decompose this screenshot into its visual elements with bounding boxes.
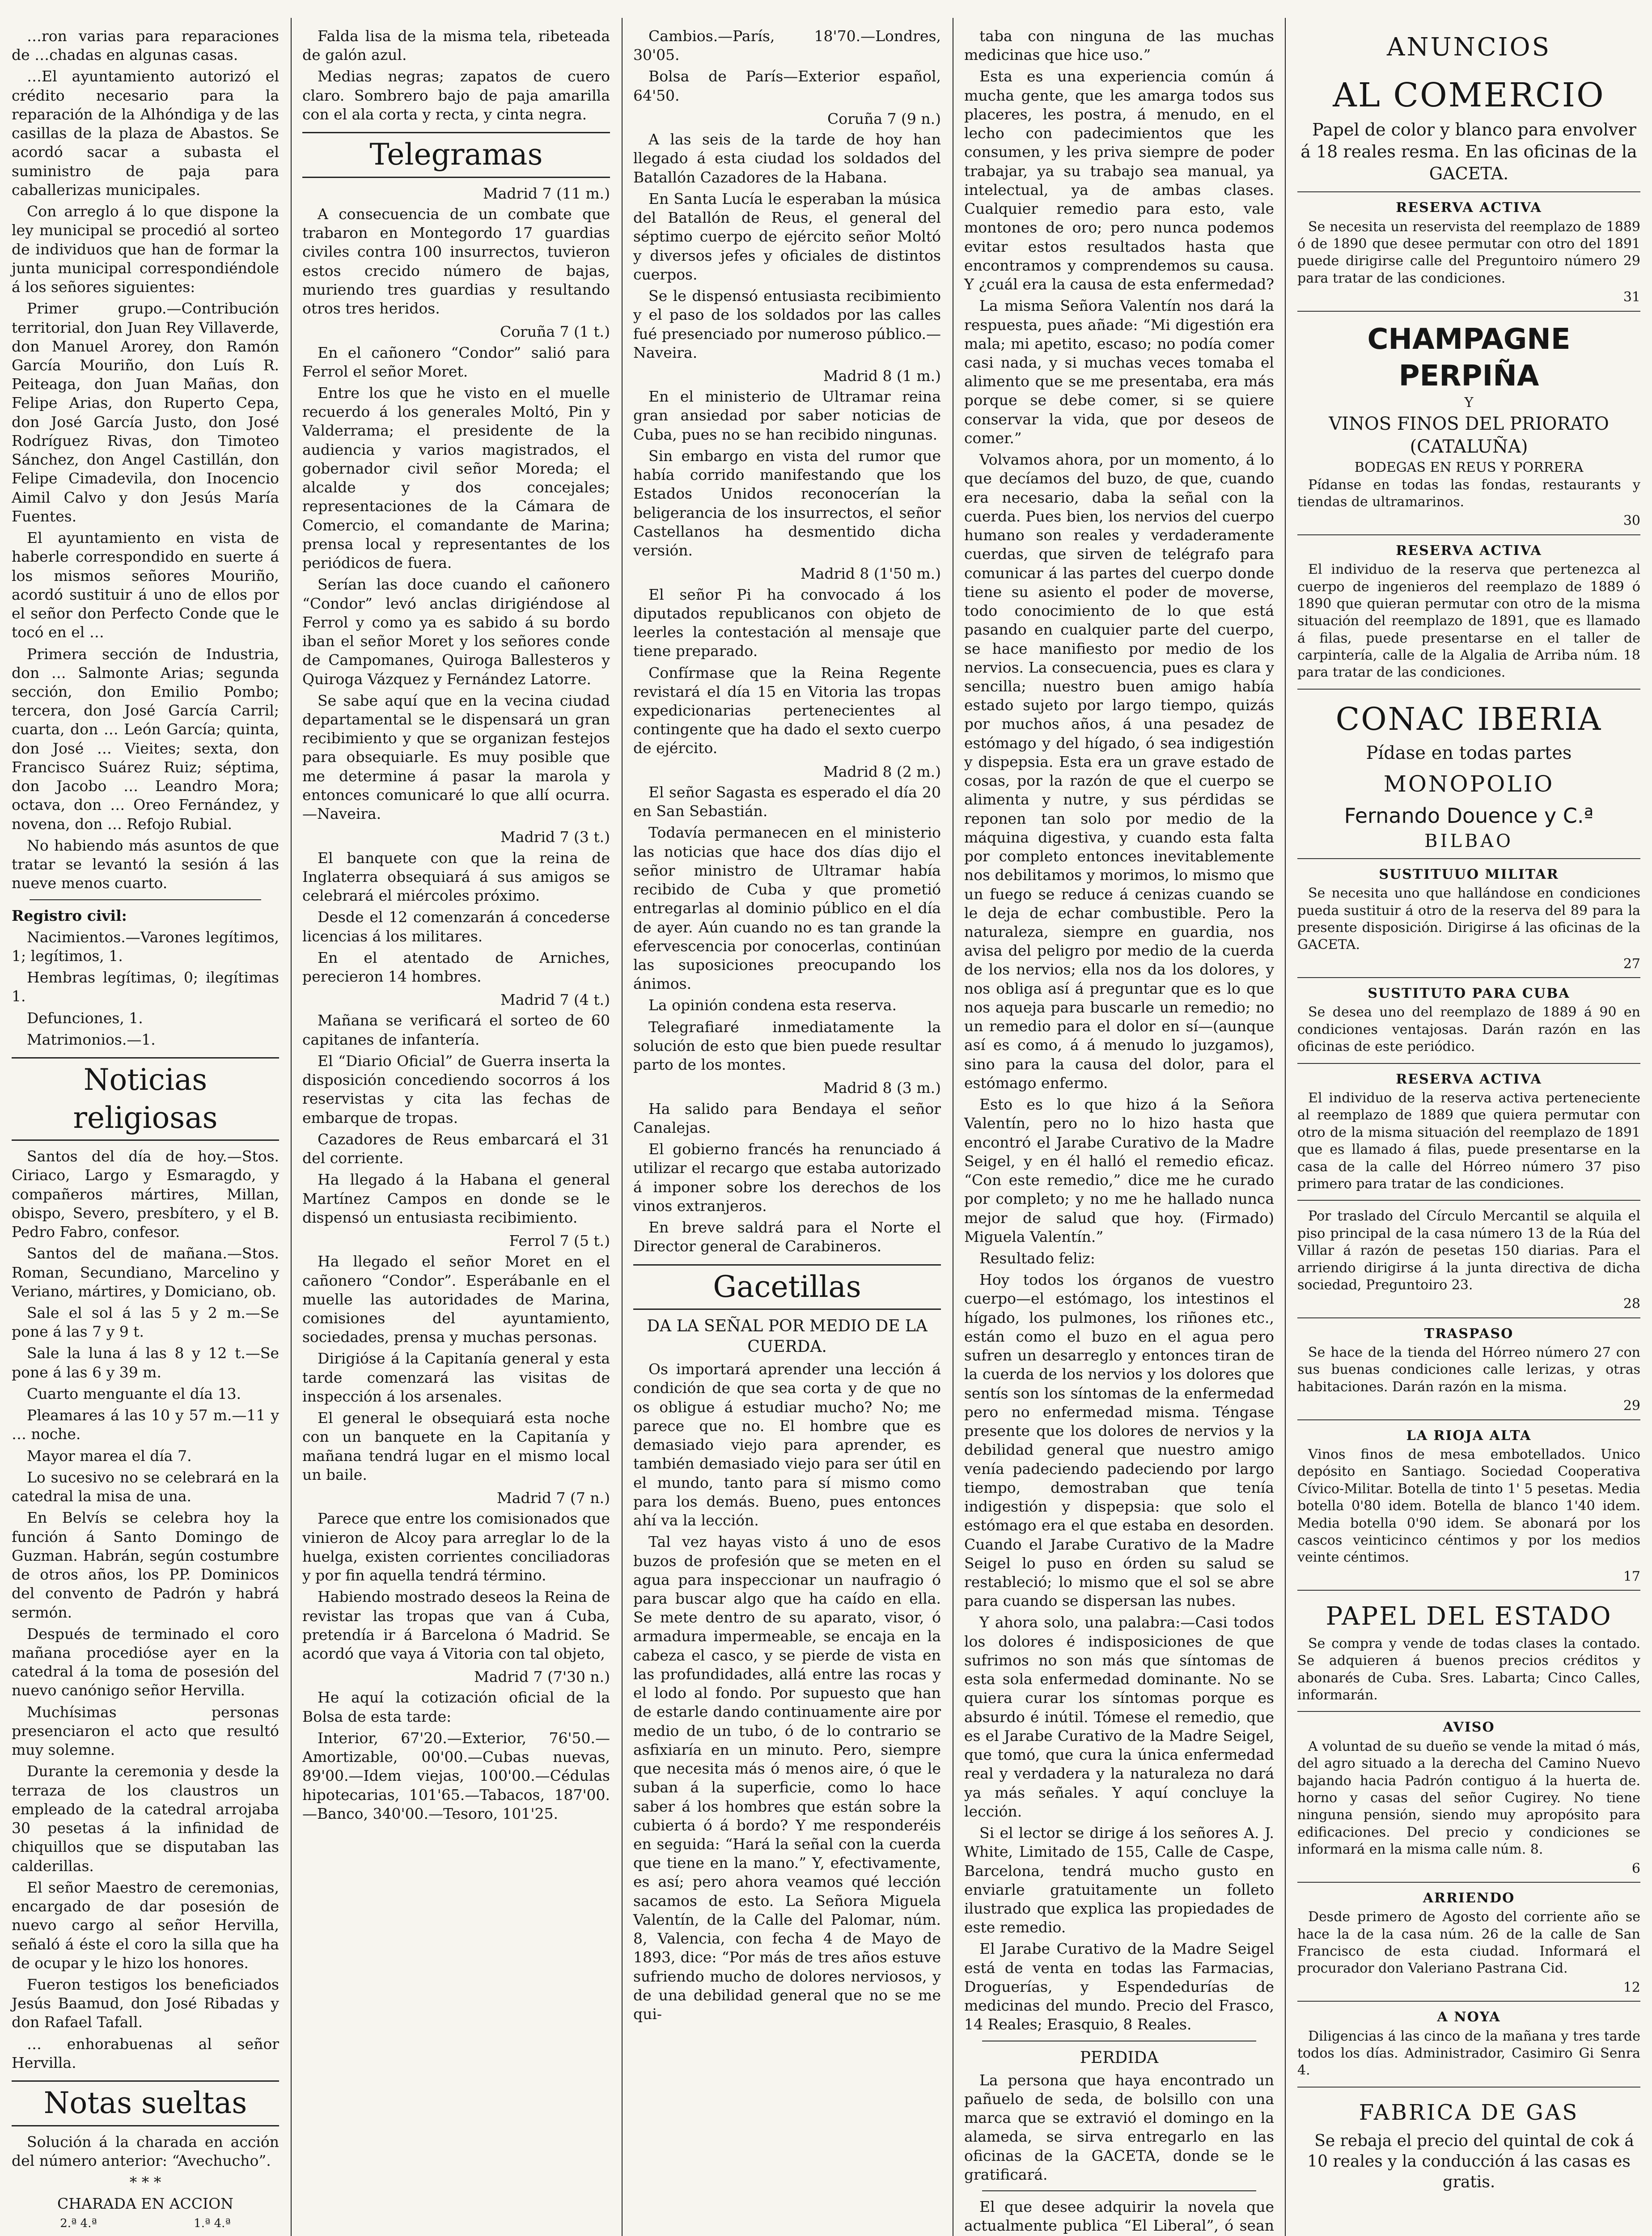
- telegram-dateline: Madrid 7 (4 t.): [500, 991, 610, 1009]
- conac-monopolio: MONOPOLIO: [1383, 771, 1555, 797]
- telegram-dateline: Madrid 8 (1'50 m.): [800, 565, 941, 583]
- ad-title: RESERVA ACTIVA: [1396, 200, 1542, 216]
- paragraph: El señor Pi ha convocado á los diputados republicanos con objeto de leerles la contestación al mensaje que tiene preparado.: [633, 585, 941, 660]
- paragraph: La opinión condena esta reserva.: [648, 996, 897, 1014]
- paragraph: Entre los que he visto en el muelle recuerdo á los generales Moltó, Pin y Valderrama; el presidente de la audiencia y varios magistrados, el gobernador civil señor Moreda; el alcalde y dos concejales; representaciones de la Cámara de Comercio, el comandante de Marina; prensa local y representantes de los periódicos de fuera.: [302, 384, 610, 572]
- ad-title: TRASPASO: [1424, 1326, 1514, 1342]
- paragraph: Pleamares á las 10 y 57 m.—11 y … noche.: [12, 1406, 279, 1443]
- ad-text: Diligencias á las cinco de la mañana y tres tarde todos los días. Administrador, Casimiro Gi Senra 4.: [1297, 2028, 1640, 2079]
- charada-label: 1.ª 4.ª: [194, 2216, 231, 2230]
- ad-number: 6: [1631, 1860, 1640, 1876]
- paragraph: No habiendo más asuntos de que tratar se levantó la sesión á las nueve menos cuarto.: [12, 836, 279, 892]
- ad-text: Desde primero de Agosto del corriente año se hace la de la casa núm. 26 de la calle de San Francisco de esta ciudad. Informará el procurador don Valeriano Pastrana Cid.: [1297, 1909, 1640, 1977]
- paragraph: Ha llegado el señor Moret en el cañonero “Condor”. Esperábanle en el muelle las autoridades de Marina, comisiones del ayuntamiento, sociedades, prensa y muchas personas.: [302, 1253, 610, 1346]
- paragraph: Desde el 12 comenzarán á concederse licencias á los militares.: [302, 908, 610, 945]
- paragraph: Serían las doce cuando el cañonero “Condor” levó anclas dirigiéndose al Ferrol y como ya es sabido á su bordo iban el señor Moret y los señores conde de Campomanes, Quiroga Ballesteros y Quiroga Vázquez y Fernández Latorre.: [302, 576, 610, 688]
- ad-comercio-title: AL COMERCIO: [1333, 76, 1605, 114]
- champagne-subtitle: VINOS FINOS DEL PRIORATO (CATALUÑA): [1329, 413, 1609, 457]
- column-2: [291, 27, 622, 2236]
- paragraph: Resultado feliz:: [979, 1249, 1095, 1267]
- paragraph: Muchísimas personas presenciaron el acto que resultó muy solemne.: [12, 1703, 279, 1759]
- paragraph: …El ayuntamiento autorizó el crédito necesario para la reparación de la Alhóndiga y de las casillas de la plaza de Abastos. Se acordó sacar a subasta el suministro de paja para caballerizas municipales.: [12, 68, 279, 199]
- ad-text: Pídanse en todas las fondas, restaurants y tiendas de ultramarinos.: [1297, 477, 1640, 510]
- paragraph: La misma Señora Valentín nos dará la respuesta, pues añade: “Mi digestión era mala; mi apetito, escaso; no podía comer casi nada, y si muchas veces tomaba el alimento que se me presentaba, era más porque se debe comer, si se quiere conservar la vida, que por deseos de comer.”: [964, 297, 1274, 447]
- paragraph: El señor Maestro de ceremonias, encargado de dar posesión de nuevo cargo al señor Hervilla, señaló á éste el coro la silla que ha de ocupar y le hizo los honores.: [12, 1878, 279, 1972]
- paragraph: El banquete con que la reina de Inglaterra obsequiará á sus amigos se celebrará el miércoles próximo.: [302, 849, 610, 905]
- ad-text: Se hace de la tienda del Hórreo número 27 con sus buenas condiciones calle lerizas, y otras habitaciones. Darán razón en la misma.: [1297, 1345, 1640, 1395]
- paragraph: Ha salido para Bendaya el señor Canalejas.: [633, 1100, 941, 1136]
- telegram-dateline: Madrid 8 (2 m.): [823, 762, 941, 780]
- ad-title: A NOYA: [1437, 2009, 1501, 2025]
- perdida-title: PERDIDA: [1080, 2048, 1159, 2067]
- telegram-dateline: Ferrol 7 (5 t.): [509, 1232, 610, 1250]
- paragraph: Dirigióse á la Capitanía general y esta tarde comenzará las visitas de inspección á los arsenales.: [302, 1350, 610, 1405]
- paragraph: Habiendo mostrado deseos la Reina de revistar las tropas que van á Cuba, pretendía ir á Barcelona ó Madrid. Se acordó que vaya á Vitoria con tal objeto,: [302, 1588, 610, 1662]
- paragraph: El señor Sagasta es esperado el día 20 en San Sebastián.: [633, 783, 941, 820]
- classified-ad: [1297, 863, 1640, 978]
- ad-text: Se compra y vende de todas clases la contado. Se adquieren á buenos precios créditos y abonarés de Cuba. Sres. Labarta; Cinco Calles, informarán.: [1297, 1635, 1640, 1703]
- conac-city: BILBAO: [1424, 830, 1513, 851]
- paragraph: Telegrafiaré inmediatamente la solución de esto que bien puede resultar parto de los montes.: [633, 1018, 941, 1074]
- gacetilla-heading: DA LA SEÑAL POR MEDIO DE LA CUERDA.: [647, 1317, 928, 1356]
- ad-list: [1297, 1715, 1640, 2087]
- column-1: [0, 27, 291, 2236]
- ad-number: 12: [1623, 1979, 1640, 1995]
- paragraph: Todavía permanecen en el ministerio las noticias que hace dos días dijo el señor ministro de Ultramar había recibido de Cuba y que prometió entregarlas al dominio público en el día de ayer. Aún cuando no es tan grande la efervescencia por conocerlas, continúan las suposiciones preocupando los ánimos.: [633, 824, 941, 993]
- paragraph: Cazadores de Reus embarcará el 31 del corriente.: [302, 1130, 610, 1167]
- conac-title: CONAC IBERIA: [1335, 700, 1602, 737]
- ad-champagne: [1297, 315, 1640, 535]
- ad-title: AVISO: [1443, 1719, 1495, 1736]
- paragraph: Primera sección de Industria, don … Salmonte Arias; segunda sección, don Emilio Pombo; tercera, don José García Carril; cuarta, don … León García; quinta, don José … Vieites; sexta, don Francisco Suárez Ruiz; séptima, don Jacobo … Leandro Mora; octava, don … Oreo Fernández, y novena, don … Refojo Rubial.: [12, 645, 279, 833]
- paragraph: A consecuencia de un combate que trabaron en Montegordo 17 guardias civiles contra 100 insurrectos, tuvieron estos crecido número de bajas, muriendo tres guardias y resultando otros tres heridos.: [302, 205, 610, 318]
- paragraph: Sin embargo en vista del rumor que había corrido manifestando que los Estados Unidos reconocerían la beligerancia de los insurrectos, el señor Castellanos ha desmentido dicha versión.: [633, 447, 941, 559]
- classified-ad: [1297, 1322, 1640, 1420]
- classified-ad: [1297, 982, 1640, 1064]
- paragraph: Interior, 67'20.—Exterior, 76'50.—Amortizable, 00'00.—Cubas nuevas, 89'00.—Idem viejas, 100'00.—Cédulas hipotecarias, 101'65.—Tabacos, 187'00.—Banco, 340'00.—Tesoro, 101'25.: [302, 1729, 610, 1822]
- paragraph: Solución á la charada en acción del número anterior: “Avechucho”.: [12, 2133, 279, 2169]
- paragraph: Primer grupo.—Contribución territorial, don Juan Rey Villaverde, don Manuel Arorey, don Ramón García Mouriño, don Luís R. Peiteaga, don Juan Mañas, don Felipe Arias, don Ruperto Cepa, don José García Justo, don José Rodríguez Rivas, don Timoteo Sánchez, don Angel Castillán, don Felipe Cimadevila, don Inocencio Aimil Calvo y don Jesús María Fuentes.: [12, 300, 279, 525]
- municipal-report: [12, 27, 279, 893]
- section-title-sueltas: Notas sueltas: [12, 2080, 279, 2126]
- paragraph: Después de terminado el coro mañana procedióse ayer en la catedral á la toma de posesión del nuevo canónigo señor Hervilla.: [12, 1625, 279, 1699]
- ad-number: 27: [1623, 956, 1640, 972]
- charada-labels: [12, 2216, 279, 2231]
- ad-number: 17: [1623, 1568, 1640, 1584]
- ad-title: SUSTITUUO MILITAR: [1379, 866, 1559, 882]
- paragraph: Lo sucesivo no se celebrará en la catedral la misa de una.: [12, 1468, 279, 1505]
- paragraph: Durante la ceremonia y desde la terraza de los claustros un empleado de la catedral arrojaba 30 pesetas á la infinidad de chiquillos que se disputaban las calderillas.: [12, 1762, 279, 1875]
- ad-comercio-text: Papel de color y blanco para envolver á 18 reales resma. En las oficinas de la GACETA.: [1300, 120, 1637, 183]
- ad-number: 29: [1623, 1398, 1640, 1414]
- paragraph: Bolsa de París—Exterior español, 64'50.: [633, 68, 941, 104]
- classified-ad: [1297, 1204, 1640, 1318]
- paragraph: …ron varias para reparaciones de …chadas en algunas casas.: [12, 27, 279, 64]
- paragraph: En el ministerio de Ultramar reina gran ansiedad por saber noticias de Cuba, pues no se han recibido ningunas.: [633, 388, 941, 443]
- telegram-dateline: Madrid 7 (11 m.): [483, 184, 610, 202]
- paragraph: Se sabe aquí que en la vecina ciudad departamental se le dispensará un gran recibimiento y que se organizan festejos para obsequiarle. Es muy posible que me determine á pasar la marola y entonces comunicaré lo que allí ocurra.—Naveira.: [302, 691, 610, 823]
- paragraph: Confírmase que la Reina Regente revistará el día 15 en Vitoria las tropas expedicionarias pertenecientes al contingente que ha dado el sexto cuerpo de ejército.: [633, 664, 941, 757]
- ad-reserva-2: [1297, 539, 1640, 690]
- paragraph: Sale el sol á las 5 y 2 m.—Se pone á las 7 y 9 t.: [12, 1304, 279, 1341]
- paragraph: Volvamos ahora, por un momento, á lo que decíamos del buzo, de que, cuando era necesario, daba la señal con la cuerda. Pues bien, los nervios del cuerpo humano son reales y verdaderamente cuerdas, que sirven de telégrafo para comunicar á las partes del cuerpo donde tiene su asiento el poder de moverse, todo conocimiento de lo que está pasando en cualquier parte del cuerpo, se hace manifiesto por medio de los nervios. La consecuencia, pues es clara y sencilla; nuestro buen amigo había estado sujeto por largo tiempo, quizás por muchos años, á una pesadez de estómago y del hígado, ó sea indigestión y dispepsia. Esta era un grave estado de cosas, por la razón de que el cuerpo se alimenta y nutre, y sus pérdidas se reponen tan solo por medio de la máquina digestiva, y cuando esta falta por completo entonces inevitablemente nos debilitamos y morimos, lo mismo que un fuego se reduce á cenizas cuando se le deja de echar combustible. Pero la naturaleza, siempre en guardia, nos avisa del peligro por medio de la cuerda de los nervios; ella nos da los dolores, y nos obliga así á preguntar que es lo que nos aqueja para buscarle un remedio; no un remedio para el dolor en sí—(aunque así es como, á á menudo lo juzgamos), sino para la causa del dolor, para el estómago enfermo.: [964, 451, 1274, 1092]
- ad-title: SUSTITUTO PARA CUBA: [1368, 986, 1570, 1002]
- telegram-list: [302, 184, 610, 1823]
- section-title-gacetillas: Gacetillas: [633, 1264, 941, 1310]
- paragraph: Medias negras; zapatos de cuero claro. Sombrero bajo de paja amarilla con el ala corta y recta, y cinta negra.: [302, 68, 610, 123]
- registro-title: Registro civil:: [12, 906, 127, 924]
- classified-ad: [1297, 1715, 1640, 1883]
- ad-text: El individuo de la reserva activa perteneciente al reemplazo de 1889 que quiera permutar con otro de la misma situación del reemplazo de 1891 que es llamado á filas, puede presentarse en la casa de la calle del Hórreo número 37 piso primero para tratar de las condiciones.: [1297, 1090, 1640, 1192]
- registro-line: Nacimientos.—Varones legítimos, 1; legítimos, 1.: [12, 928, 279, 965]
- telegram-dateline: Madrid 8 (3 m.): [823, 1079, 941, 1097]
- telegram-dateline: Madrid 8 (1 m.): [823, 367, 941, 385]
- paragraph: El “Diario Oficial” de Guerra inserta la disposición concediendo socorros á los reservistas y cita las fechas de embarque de tropas.: [302, 1052, 610, 1126]
- paragraph: En el atentado de Arniches, perecieron 14 hombres.: [302, 949, 610, 986]
- paragraph: El Jarabe Curativo de la Madre Seigel está de venta en todas las Farmacias, Droguerías, y Espendedurías de medicinas del mundo. Precio del Frasco, 14 Reales; Erasquio, 8 Reales.: [964, 1940, 1274, 2033]
- telegram-dateline: Coruña 7 (1 t.): [500, 323, 610, 341]
- column-4: [953, 27, 1286, 2236]
- paragraph: A las seis de la tarde de hoy han llegado á esta ciudad los soldados del Batallón Cazadores de la Habana.: [633, 131, 941, 186]
- column-ads: [1286, 27, 1652, 2236]
- registro-line: Matrimonios.—1.: [27, 1030, 156, 1048]
- ad-conac: [1297, 693, 1640, 859]
- ad-text: Se necesita un reservista del reemplazo de 1889 ó de 1890 que desee permutar con otro del 1891 puede dirigirse calle del Preguntoiro número 29 para tratar de las condiciones.: [1297, 219, 1640, 286]
- ad-text: Se desea uno del reemplazo de 1889 á 90 en condiciones ventajosas. Darán razón en las oficinas de este periódico.: [1297, 1004, 1640, 1055]
- paragraph: Santos del de mañana.—Stos. Roman, Secundiano, Marcelino y Veriano, mártires, y Domiciano, ob.: [12, 1245, 279, 1300]
- separator: [982, 2190, 1256, 2191]
- paragraph: En el cañonero “Condor” salió para Ferrol el señor Moret.: [302, 343, 610, 380]
- paragraph: En Belvís se celebra hoy la función á Santo Domingo de Guzman. Habrán, según costumbre de otros años, los PP. Dominicos del convento de Padrón y habrá sermón.: [12, 1509, 279, 1621]
- ad-title: RESERVA ACTIVA: [1396, 1071, 1542, 1087]
- section-title-telegramas: Telegramas: [302, 132, 610, 178]
- classified-ad: [1297, 1424, 1640, 1591]
- paragraph: El gobierno francés ha renunciado á utilizar el recargo que estaba autorizado á imponer sobre los derechos de los vinos extranjeros.: [633, 1140, 941, 1215]
- paragraph: Ha llegado á la Habana el general Martínez Campos en donde se le dispensó un entusiasta recibimiento.: [302, 1171, 610, 1226]
- paragraph: El que desee adquirir la novela que actualmente publica “El Liberal”, ó sean: [964, 2198, 1274, 2235]
- conac-firm: Fernando Douence y C.ª: [1344, 803, 1594, 828]
- charada-title: CHARADA EN ACCION: [57, 2195, 234, 2213]
- ad-papel-estado: [1297, 1594, 1640, 1712]
- paragraph: … enhorabuenas al señor Hervilla.: [12, 2035, 279, 2071]
- paragraph: Falda lisa de la misma tela, ribeteada de galón azul.: [302, 27, 610, 64]
- registro-line: Hembras legítimas, 0; ilegítimas 1.: [12, 969, 279, 1005]
- paragraph: La persona que haya encontrado un pañuelo de seda, de bolsillo con una marca que se extravió el domingo en la alameda, se sirva entregarlo en las oficinas de la GACETA, donde se le gratificará.: [964, 2071, 1274, 2183]
- ad-text: Se rebaja el precio del quintal de cok á 10 reales y la conducción á las casas es gratis.: [1307, 2132, 1634, 2192]
- paragraph: Esto es lo que hizo á la Señora Valentín, pero no lo hizo hasta que encontró el Jarabe Curativo de la Madre Seigel, y en él halló el remedio eficaz. “Con este remedio,” dice me he curado por completo; y no me he hallado nunca mejor de salud que hoy. (Firmado) Miguela Valentín.”: [964, 1096, 1274, 1245]
- paragraph: Con arreglo á lo que dispone la ley municipal se procedió al sorteo de individuos que han de formar la junta municipal correspondiéndole á los señores siguientes:: [12, 203, 279, 296]
- classified-ad: [1297, 1886, 1640, 2002]
- telegram-dateline: Coruña 7 (9 n.): [827, 110, 941, 127]
- paragraph: Fueron testigos los beneficiados Jesús Baamud, don José Ribadas y don Rafael Tafall.: [12, 1975, 279, 2031]
- telegram-dateline: Madrid 7 (3 t.): [500, 828, 610, 846]
- paragraph: He aquí la cotización oficial de la Bolsa de esta tarde:: [302, 1689, 610, 1725]
- column-3: [622, 27, 953, 2236]
- telegram-dateline: Madrid 7 (7 n.): [497, 1489, 610, 1507]
- telegram-list: [633, 110, 941, 1256]
- paragraph: taba con ninguna de las muchas medicinas que hice uso.”: [964, 27, 1274, 64]
- conac-subtitle: Pídase en todas partes: [1366, 743, 1572, 764]
- ad-title: RESERVA ACTIVA: [1396, 542, 1542, 559]
- paragraph: Tal vez hayas visto á uno de esos buzos de profesión que se meten en el agua para inspeccionar un naufragio ó para buscar algo que ha caído en ella. Se mete dentro de su aparato, visor, ó armadura impermeable, se encaja en la cabeza el casco, y se pierde de vista en las profundidades, allá entre las rocas y el lodo al fondo. Por supuesto que han de estarle dando continuamente aire por medio de un tubo, ó de lo contrario se asfixiaría en un minuto. Pero, siempre que necesita más ó menos aire, ó que le suban á la superficie, como lo hace saber á los hombres que están sobre la cubierta ó á bordo? Y me responderéis en seguida: “Hará la señal con la cuerda que tiene en la mano.” Y, efectivamente, es así; pero ahora veamos qué lección sacamos de esto. La Señora Miguela Valentín, de la Calle del Palomar, núm. 8, Valencia, con fecha 4 de Mayo de 1893, dice: “Por más de tres años estuve sufriendo mucho de dolores nerviosos, y de una debilidad general que no se me qui-: [633, 1533, 941, 2023]
- paragraph: Parece que entre los comisionados que vinieron de Alcoy para arreglar lo de la huelga, existen corrientes conciliadoras y por fin aquella tendrá término.: [302, 1510, 610, 1584]
- ad-text: A voluntad de su dueño se vende la mitad ó más, del agro situado a la derecha del Camino Nuevo bajando hacia Padrón contiguo á la huerta de. horno y casas del señor Cugirey. No tiene ninguna pensión, siendo muy apropósito para edificaciones. Del precio y condiciones se informará en la misma calle núm. 8.: [1297, 1738, 1640, 1858]
- paragraph: Cuarto menguante el día 13.: [27, 1385, 241, 1402]
- ad-comercio: [1297, 68, 1640, 193]
- telegram-dateline: Madrid 7 (7'30 n.): [474, 1668, 610, 1686]
- paragraph: Se le dispensó entusiasta recibimiento y el paso de los soldados por las calles fué presenciado por numeroso público.—Naveira.: [633, 287, 941, 361]
- ad-text: Vinos finos de mesa embotellados. Unico depósito en Santiago. Sociedad Cooperativa Cívico-Militar. Botella de tinto 1' 5 pesetas. Media botella 0'80 idem. Botella de blanco 1'40 idem. Media botella 0'90 idem. Se abonará por los cascos veinticinco céntimos y por los medios veinte céntimos.: [1297, 1447, 1640, 1566]
- paragraph: El ayuntamiento en vista de haberle correspondido en suerte á los mismos señores Mouriño, acordó sustituir á uno de ellos por el señor don Perfecto Conde que le tocó en el …: [12, 529, 279, 641]
- classified-ad: [1297, 1067, 1640, 1201]
- ad-title: LA RIOJA ALTA: [1406, 1427, 1532, 1444]
- charada-label: 2.ª 4.ª: [60, 2216, 97, 2230]
- paragraph: Sale la luna á las 8 y 12 t.—Se pone á las 6 y 39 m.: [12, 1344, 279, 1381]
- asterism: * * *: [129, 2173, 161, 2191]
- ad-list: [1297, 863, 1640, 1591]
- paragraph: Cambios.—París, 18'70.—Londres, 30'05.: [633, 27, 941, 64]
- paragraph: En Santa Lucía le esperaban la música del Batallón de Reus, el general del séptimo cuerpo de ejército señor Moltó y diversos jefes y oficiales de distintos cuerpos.: [633, 190, 941, 283]
- paragraph: El general le obsequiará esta noche con un banquete en la Capitanía y mañana tendrá lugar en el mismo local un baile.: [302, 1409, 610, 1483]
- champagne-y: Y: [1464, 395, 1474, 411]
- gas-title: FABRICA DE GAS: [1359, 2100, 1579, 2125]
- paragraph: Os importará aprender una lección á condición de que sea corta y de que no os obligue á estudiar mucho? No; me parece que no. El hombre que es demasiado viejo para aprender, es también demasiado viejo para ser útil en el mundo, tanto para sí mismo como para los demás. Bueno, pues entonces ahí va la lección.: [633, 1360, 941, 1529]
- ad-text: Se necesita uno que hallándose en condiciones pueda sustituir á otro de la reserva del 89 para la presente disposición. Dirigirse á las oficinas de la GACETA.: [1297, 885, 1640, 953]
- paragraph: En breve saldrá para el Norte el Director general de Carabineros.: [633, 1219, 941, 1255]
- separator: [30, 899, 261, 900]
- ad-reserva-1: [1297, 196, 1640, 311]
- ad-number: 28: [1623, 1296, 1640, 1312]
- paragraph: Esta es una experiencia común á mucha gente, que les amarga todos sus placeres, les postra, á menudo, en el lecho con padecimientos que les consumen, y les priva siempre de poder trabajar, ya su trabajo sea manual, ya intelectual, ya de ambas clases. Cualquier remedio para esto, vale montones de oro; pero nunca podemos evitar estos resultados hasta que encontramos y comprendemos su causa. Y ¿cuál era la causa de esta enfermedad?: [964, 68, 1274, 293]
- paragraph: Y ahora solo, una palabra:—Casi todos los dolores é indisposiciones de que sufrimos no son más que síntomas de esta sola enfermedad dominante. No se quiera curar los síntomas porque es absurdo é inútil. Tómese el remedio, que es el Jarabe Curativo de la Madre Seigel, que tomó, que cura la única enfermedad real y verdadera y la naturaleza no dará ya más señales. Y aquí concluye la lección.: [964, 1613, 1274, 1820]
- ad-gas: [1297, 2091, 1640, 2200]
- ad-number: 30: [1623, 513, 1640, 529]
- paragraph: Mañana se verificará el sorteo de 60 capitanes de infantería.: [302, 1012, 610, 1048]
- registro-line: Defunciones, 1.: [27, 1009, 143, 1027]
- ad-title: ARRIENDO: [1423, 1890, 1515, 1906]
- champagne-bodegas: BODEGAS EN REUS Y PORRERA: [1354, 460, 1584, 476]
- paragraph: Hoy todos los órganos de vuestro cuerpo—el estómago, los intestinos el hígado, los pulmones, los riñones etc., están como el buzo en el agua pero sufren un desarreglo y entonces tiran de la cuerda de los nervios y los dolores que sentís son los síntomas de la enfermedad pero no enfermedad misma. Téngase presente que los dolores de nervios y la debilidad general que nuestro amigo venía padeciendo padeciendo por largo tiempo, demostraban que tenía indigestión y dispepsia: que solo el estómago era el que estaba en desorden. Cuando el Jarabe Curativo de la Madre Seigel lo puso en órden su salud se restableció; lo mismo que el sol se abre para cuando se dispersan las nubes.: [964, 1271, 1274, 1610]
- paragraph: Mayor marea el día 7.: [27, 1447, 192, 1465]
- paragraph: Santos del día de hoy.—Stos. Ciriaco, Largo y Esmaragdo, y compañeros mártires, Millan, obispo, Severo, presbítero, y el B. Pedro Fabro, confesor.: [12, 1148, 279, 1241]
- champagne-title: CHAMPAGNE PERPIÑA: [1367, 322, 1571, 393]
- papel-title: PAPEL DEL ESTADO: [1326, 1602, 1612, 1631]
- ad-number: 31: [1623, 289, 1640, 305]
- ad-text: Por traslado del Círculo Mercantil se alquila el piso principal de la casa número 13 de la Rúa del Villar á razón de pesetas 150 diarias. Para el arriendo dirigirse á la junta directiva de dicha sociedad, Preguntoiro 23.: [1297, 1208, 1640, 1293]
- anuncios-title: ANUNCIOS: [1387, 33, 1551, 62]
- paragraph: Si el lector se dirige á los señores A. J. White, Limitado de 155, Calle de Caspe, Barcelona, tendrá mucho gusto en enviarle gratuitamente un folleto ilustrado que explica las propiedades de este remedio.: [964, 1824, 1274, 1936]
- ad-text: El individuo de la reserva que pertenezca al cuerpo de ingenieros del reemplazo de 1889 ó 1890 que quieran permutar con otro de la misma situación del reemplazo de 1891, que es llamado á filas, puede presentarse en el taller de carpintería, calle de la Algalia de Arriba núm. 18 para tratar de las condiciones.: [1297, 562, 1640, 681]
- classified-ad: [1297, 2005, 1640, 2088]
- section-title-religiosas: Noticias religiosas: [12, 1057, 279, 1141]
